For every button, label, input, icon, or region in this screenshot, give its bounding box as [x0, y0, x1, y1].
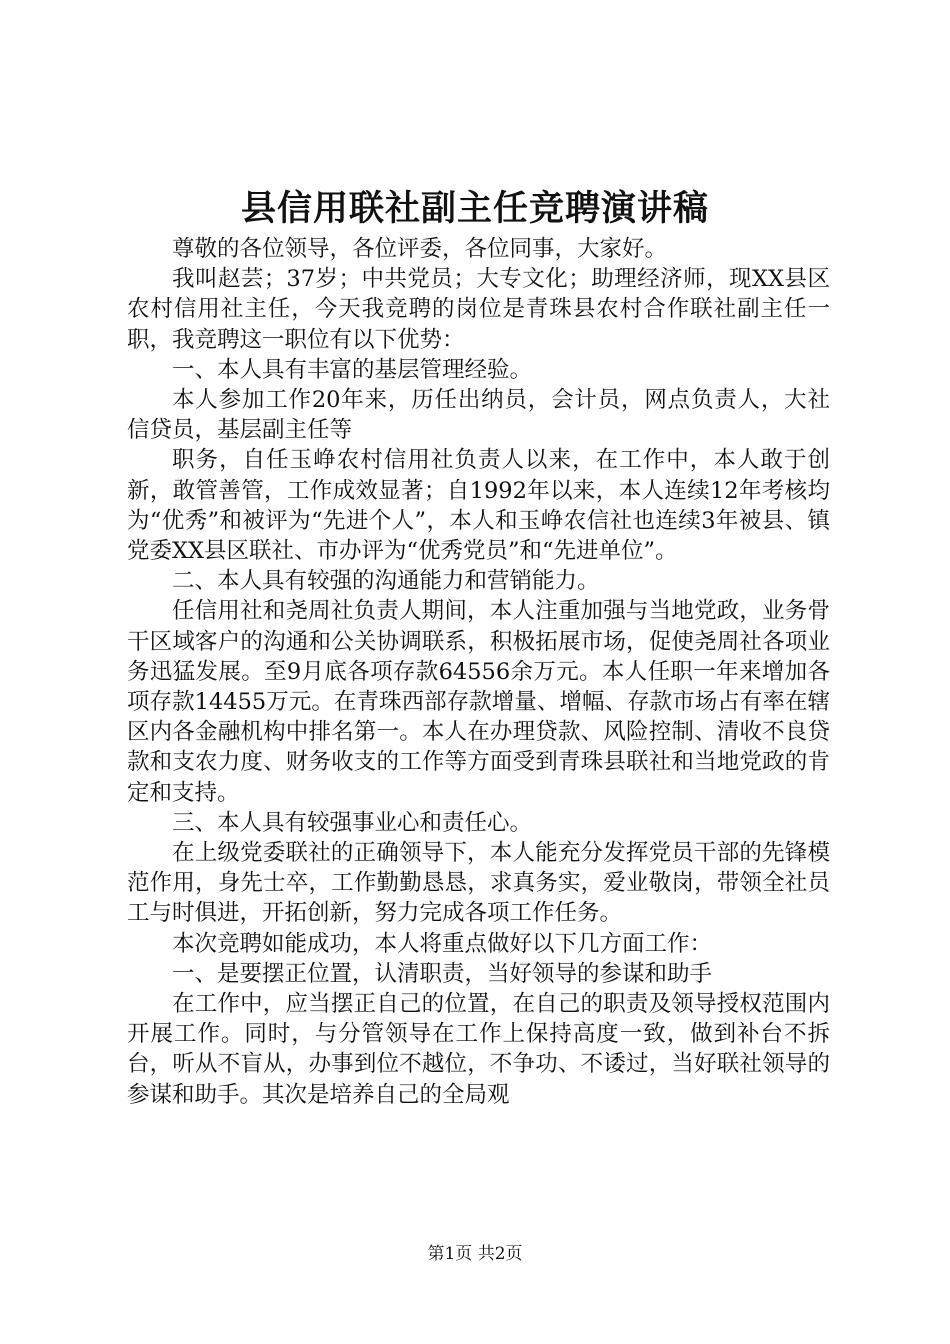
page-number: 第1页 共2页 — [427, 1244, 523, 1264]
paragraph: 我叫赵芸；37岁；中共党员；大专文化；助理经济师，现XX县区农村信用社主任，今天我竞聘的岗位是青珠县农村合作联社副主任一职，我竞聘这一职位有以下优势： — [127, 266, 830, 353]
section-heading: 二、本人具有较强的沟通能力和营销能力。 — [172, 568, 600, 595]
paragraph: 职务，自任玉峥农村信用社负责人以来，在工作中，本人敢于创新，敢管善管，工作成效显著；自1992年以来，本人连续12年考核均为“优秀”和被评为“先进个人”，本人和玉峥农信社也连续3年被县、镇党委XX县区联社、市办评为“优秀党员”和“先进单位”。 — [127, 447, 830, 565]
document-body — [127, 234, 830, 1110]
section-heading: 三、本人具有较强事业心和责任心。 — [172, 809, 533, 836]
document-title: 县信用联社副主任竞聘演讲稿 — [240, 188, 709, 229]
paragraph: 在工作中，应当摆正自己的位置，在自己的职责及领导授权范围内开展工作。同时，与分管领导在工作上保持高度一致，做到补台不拆台，听从不盲从，办事到位不越位，不争功、不诿过，当好联社领导的参谋和助手。其次是培养自己的全局观 — [127, 991, 830, 1108]
section-heading: 一、本人具有丰富的基层管理经验。 — [172, 356, 533, 383]
paragraph: 本人参加工作20年来，历任出纳员，会计员，网点负责人，大社信贷员，基层副主任等 — [127, 387, 830, 444]
section-heading: 一、是要摆正位置，认清职责，当好领导的参谋和助手 — [172, 960, 713, 987]
paragraph: 尊敬的各位领导，各位评委，各位同事，大家好。 — [172, 236, 668, 262]
paragraph: 本次竞聘如能成功，本人将重点做好以下几方面工作： — [172, 930, 713, 957]
paragraph: 任信用社和尧周社负责人期间，本人注重加强与当地党政，业务骨干区域客户的沟通和公关协调联系，积极拓展市场，促使尧周社各项业务迅猛发展。至9月底各项存款64556余万元。本人任职一年来增加各项存款14455万元。在青珠西部存款增量、增幅、存款市场占有率在辖区内各金融机构中排名第一。本人在办理贷款、风险控制、清收不良贷款和支农力度、财务收支的工作等方面受到青珠县联社和当地党政的肯定和支持。 — [127, 598, 830, 806]
paragraph: 在上级党委联社的正确领导下，本人能充分发挥党员干部的先锋模范作用，身先士卒，工作勤勤恳恳，求真务实，爱业敬岗，带领全社员工与时俱进，开拓创新，努力完成各项工作任务。 — [127, 840, 830, 927]
